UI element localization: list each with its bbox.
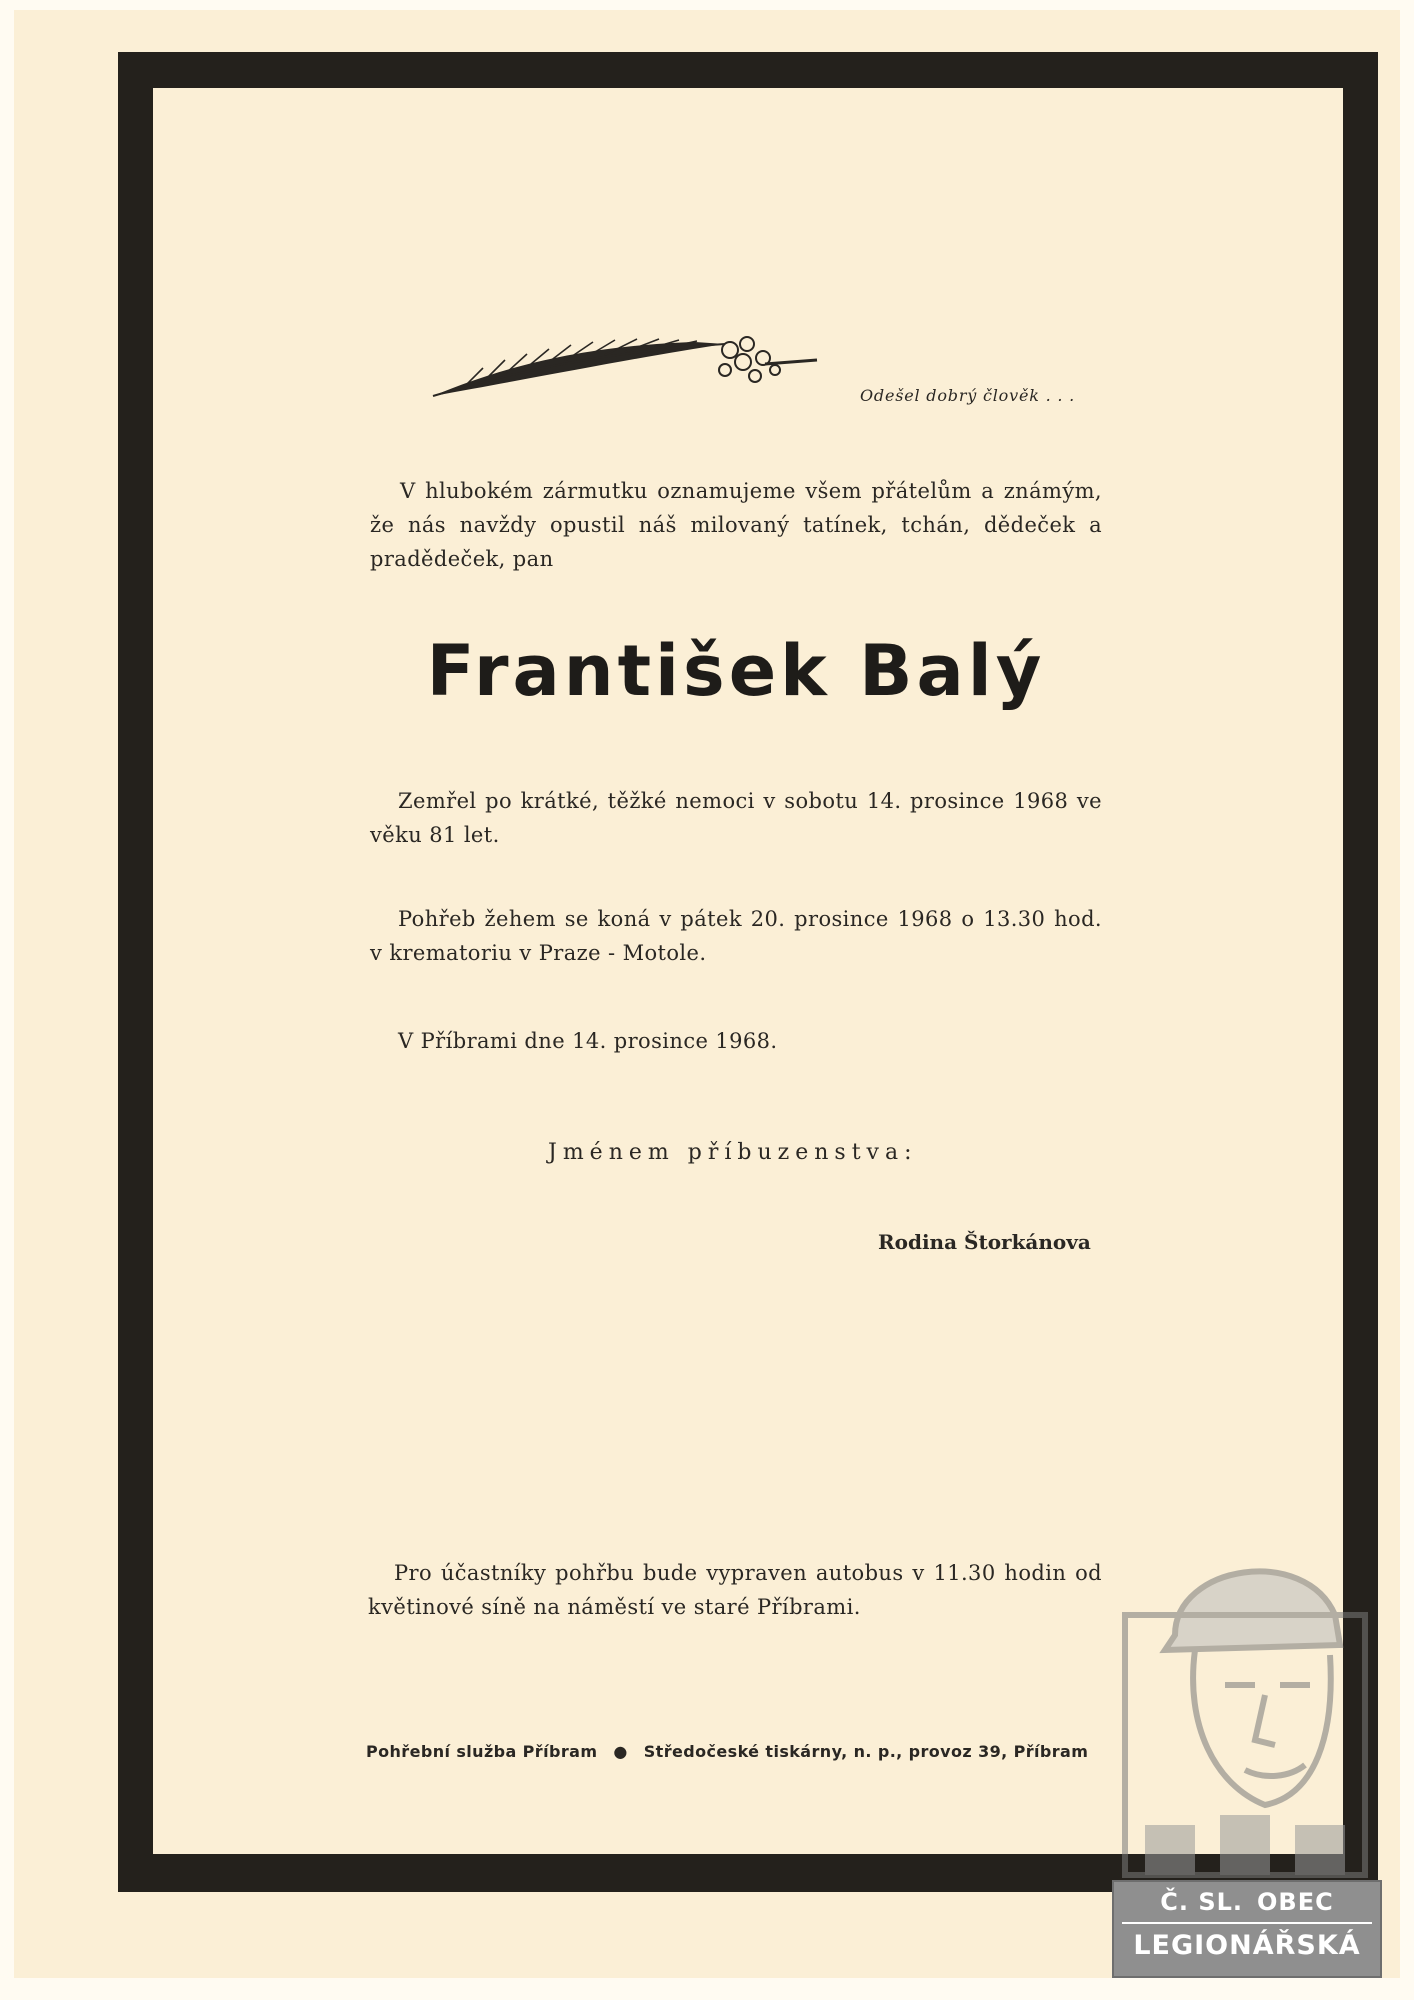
family-signature: Rodina Štorkánova	[878, 1230, 1091, 1254]
on-behalf-heading: Jménem příbuzenstva:	[548, 1140, 918, 1165]
legionnaire-portrait-watermark-icon	[1105, 1525, 1385, 1885]
printer-name: Středočeské tiskárny, n. p., provoz 39, Příbram	[643, 1742, 1089, 1761]
announcement-paragraph: V hlubokém zármutku oznamujeme všem přátelům a známým, že nás navždy opustil náš milovaný tatínek, tchán, dědeček a pradědeček, pan	[370, 479, 1102, 571]
death-info: Zemřel po krátké, těžké nemoci v sobotu 14. prosince 1968 ve věku 81 let.	[370, 789, 1102, 847]
motto-text: Odešel dobrý člověk . . .	[860, 386, 1076, 405]
badge-text-left: Č. SL.	[1160, 1888, 1244, 1916]
separator-dot: ●	[613, 1742, 628, 1761]
deceased-name: František Balý	[426, 630, 1046, 712]
badge-text-bottom: LEGIONÁŘSKÁ	[1122, 1922, 1372, 1968]
printer-footer	[366, 1742, 1096, 1761]
place-date: V Příbrami dne 14. prosince 1968.	[398, 1029, 778, 1053]
funeral-info: Pohřeb žehem se koná v pátek 20. prosince 1968 o 13.30 hod. v krematoriu v Praze - Motole.	[370, 907, 1102, 965]
legion-badge	[1112, 1880, 1382, 1978]
feather-branch-icon	[425, 330, 820, 410]
bus-info: Pro účastníky pohřbu bude vypraven autobus v 11.30 hodin od květinové síně na náměstí ve staré Příbrami.	[368, 1561, 1102, 1619]
funeral-service-name: Pohřební služba Příbram	[366, 1742, 598, 1761]
badge-text-right: OBEC	[1257, 1888, 1334, 1916]
